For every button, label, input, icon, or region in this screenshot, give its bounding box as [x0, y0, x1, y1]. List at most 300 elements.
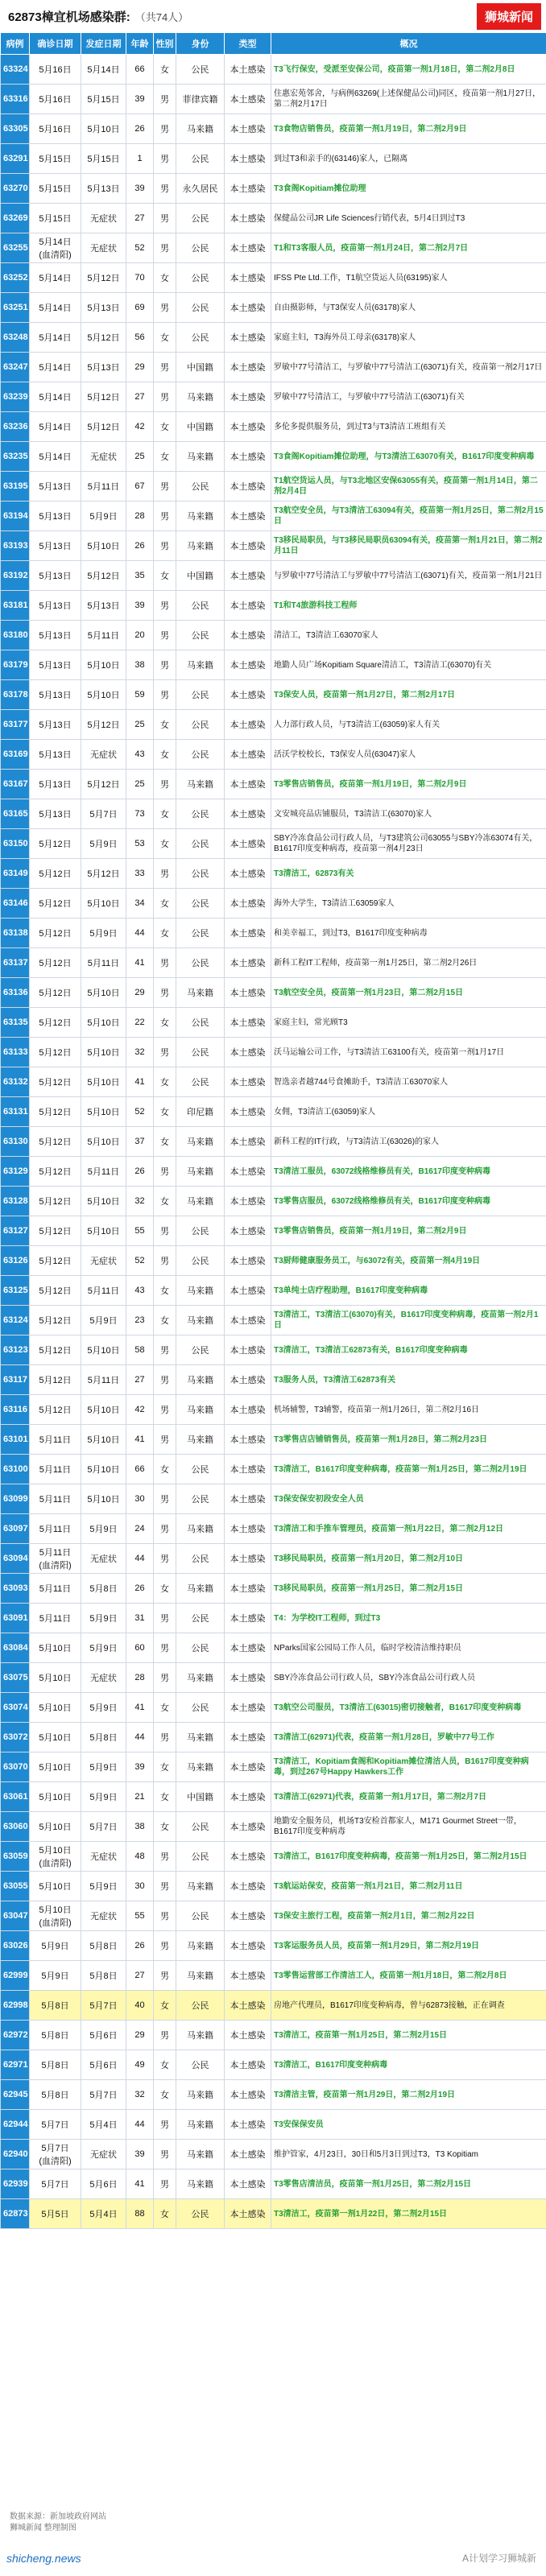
cell-type: 本土感染: [225, 1038, 271, 1067]
cell-confirm: 5月10日: [30, 1723, 81, 1752]
table-row: [1, 502, 546, 531]
cell-status: 马来籍: [176, 442, 225, 472]
cell-age: 27: [126, 204, 154, 233]
cell-confirm: 5月11日 (血清阳): [30, 1544, 81, 1574]
table-row: [1, 1693, 546, 1723]
cell-sex: 女: [154, 1812, 176, 1842]
cell-onset: 5月9日: [81, 1633, 126, 1663]
cell-type: 本土感染: [225, 1901, 271, 1931]
cell-confirm: 5月11日: [30, 1484, 81, 1514]
cell-type: 本土感染: [225, 829, 271, 859]
cell-note: T3服务人员，T3清洁工62873有关: [271, 1365, 546, 1395]
cell-sex: 男: [154, 1395, 176, 1425]
cell-confirm: 5月13日: [30, 770, 81, 799]
cell-note: 活沃学校校长，T3保安人员(63047)家人: [271, 740, 546, 770]
cell-confirm: 5月12日: [30, 1306, 81, 1335]
cell-sex: 女: [154, 1574, 176, 1604]
cell-age: 39: [126, 85, 154, 114]
cell-id: 63116: [1, 1395, 30, 1425]
cell-id: 63165: [1, 799, 30, 829]
cell-age: 25: [126, 770, 154, 799]
cell-note: SBY冷冻食品公司行政人员，SBY冷冻食品公司行政人员: [271, 1663, 546, 1693]
cell-sex: 男: [154, 531, 176, 561]
cell-age: 66: [126, 1455, 154, 1484]
column-header: 概况: [271, 33, 546, 55]
cell-age: 32: [126, 1038, 154, 1067]
cell-onset: 无症状: [81, 442, 126, 472]
cell-sex: 女: [154, 1455, 176, 1484]
cell-status: 公民: [176, 1604, 225, 1633]
column-header: 病例: [1, 33, 30, 55]
cell-status: 马来籍: [176, 1127, 225, 1157]
cell-status: 马来籍: [176, 2169, 225, 2199]
table-row: [1, 1097, 546, 1127]
cell-note: IFSS Pte Ltd.工作，T1航空货运人员(63195)家人: [271, 263, 546, 293]
table-row: [1, 204, 546, 233]
cell-status: 公民: [176, 621, 225, 650]
cell-status: 印尼籍: [176, 1097, 225, 1127]
cell-type: 本土感染: [225, 293, 271, 323]
cell-confirm: 5月7日: [30, 2110, 81, 2140]
cell-onset: 5月8日: [81, 1931, 126, 1961]
cell-confirm: 5月14日: [30, 442, 81, 472]
cell-status: 公民: [176, 948, 225, 978]
cell-sex: 男: [154, 1633, 176, 1663]
cell-note: T3食阁Kopitiam摊位助理，与T3清洁工63070有关，B1617印度变种病毒: [271, 442, 546, 472]
cell-id: 63074: [1, 1693, 30, 1723]
cell-sex: 男: [154, 1514, 176, 1544]
table-row: [1, 442, 546, 472]
watermark-right: A计划学习狮城新: [461, 2553, 536, 2564]
cell-id: 63123: [1, 1335, 30, 1365]
cell-age: 41: [126, 1693, 154, 1723]
cell-sex: 女: [154, 1097, 176, 1127]
cell-onset: 5月12日: [81, 323, 126, 353]
cell-type: 本土感染: [225, 2110, 271, 2140]
cell-confirm: 5月14日: [30, 263, 81, 293]
source-note: [10, 2512, 106, 2534]
cell-confirm: 5月10日: [30, 1663, 81, 1693]
cell-age: 38: [126, 650, 154, 680]
cell-status: 公民: [176, 1991, 225, 2021]
cell-id: 63181: [1, 591, 30, 621]
cell-onset: 5月10日: [81, 1008, 126, 1038]
cell-type: 本土感染: [225, 323, 271, 353]
cell-age: 59: [126, 680, 154, 710]
cell-id: 63097: [1, 1514, 30, 1544]
cell-onset: 无症状: [81, 233, 126, 263]
cell-onset: 5月6日: [81, 2169, 126, 2199]
cell-sex: 男: [154, 859, 176, 889]
cell-sex: 女: [154, 1693, 176, 1723]
cell-status: 马来籍: [176, 502, 225, 531]
cell-status: 公民: [176, 1812, 225, 1842]
cell-sex: 男: [154, 770, 176, 799]
cell-confirm: 5月10日: [30, 1872, 81, 1901]
cell-note: 机场辅警，T3辅警，疫苗第一剂1月26日，第二剂2月16日: [271, 1395, 546, 1425]
cell-confirm: 5月12日: [30, 1067, 81, 1097]
table-body: [1, 55, 546, 2229]
cell-status: 马来籍: [176, 1752, 225, 1782]
cell-type: 本土感染: [225, 1484, 271, 1514]
cell-note: T3清洁工，B1617印度变种病毒，疫苗第一剂1月25日，第二剂2月15日: [271, 1842, 546, 1872]
cell-confirm: 5月5日: [30, 2199, 81, 2229]
cell-sex: 男: [154, 1425, 176, 1455]
cell-onset: 5月11日: [81, 472, 126, 502]
cell-note: 罗敏中77号清洁工，与罗敏中77号清洁工(63071)有关，疫苗第一剂2月17日: [271, 353, 546, 382]
cell-status: 马来籍: [176, 1395, 225, 1425]
cell-onset: 5月10日: [81, 1425, 126, 1455]
cell-note: T1航空货运人员，与T3北地区安保63055有关，疫苗第一剂1月14日，第二剂2月4日: [271, 472, 546, 502]
cell-confirm: 5月12日: [30, 1187, 81, 1216]
cell-onset: 5月13日: [81, 353, 126, 382]
cell-type: 本土感染: [225, 233, 271, 263]
cell-note: 新科工程的IT行政，与T3清洁工(63026)的家人: [271, 1127, 546, 1157]
cell-note: T1和T3客服人员，疫苗第一剂1月24日，第二剂2月7日: [271, 233, 546, 263]
table-row: [1, 889, 546, 919]
cell-sex: 女: [154, 740, 176, 770]
table-row: [1, 1038, 546, 1067]
table-row: [1, 1187, 546, 1216]
table-row: [1, 859, 546, 889]
cell-age: 44: [126, 2110, 154, 2140]
cell-id: 62944: [1, 2110, 30, 2140]
cell-confirm: 5月14日 (血清阳): [30, 233, 81, 263]
cell-type: 本土感染: [225, 1544, 271, 1574]
table-row: [1, 1872, 546, 1901]
cell-sex: 男: [154, 1872, 176, 1901]
table-row: [1, 2199, 546, 2229]
table-row: [1, 1276, 546, 1306]
cell-status: 马来籍: [176, 2110, 225, 2140]
cell-id: 63070: [1, 1752, 30, 1782]
cell-id: 63248: [1, 323, 30, 353]
cell-sex: 男: [154, 948, 176, 978]
cell-age: 26: [126, 1574, 154, 1604]
cell-sex: 女: [154, 1187, 176, 1216]
cell-id: 63094: [1, 1544, 30, 1574]
cell-confirm: 5月14日: [30, 412, 81, 442]
cell-id: 63149: [1, 859, 30, 889]
cell-age: 26: [126, 531, 154, 561]
cell-type: 本土感染: [225, 978, 271, 1008]
table-row: [1, 1484, 546, 1514]
cell-note: T3食阁Kopitiam摊位助理: [271, 174, 546, 204]
cell-sex: 男: [154, 353, 176, 382]
cell-confirm: 5月7日: [30, 2169, 81, 2199]
cell-age: 56: [126, 323, 154, 353]
table-row: [1, 233, 546, 263]
cell-status: 公民: [176, 799, 225, 829]
cell-age: 29: [126, 978, 154, 1008]
cell-confirm: 5月12日: [30, 919, 81, 948]
cell-note: T3清洁工，B1617印度变种病毒，疫苗第一剂1月25日，第二剂2月19日: [271, 1455, 546, 1484]
cell-id: 62939: [1, 2169, 30, 2199]
cell-sex: 男: [154, 1901, 176, 1931]
table-row: [1, 1246, 546, 1276]
cell-sex: 男: [154, 1335, 176, 1365]
cell-id: 63126: [1, 1246, 30, 1276]
cell-note: T3清洁主管，疫苗第一剂1月29日，第二剂2月19日: [271, 2080, 546, 2110]
cell-id: 63132: [1, 1067, 30, 1097]
cell-note: T3厨师健康服务员工，与63072有关，疫苗第一剂4月19日: [271, 1246, 546, 1276]
cell-id: 63055: [1, 1872, 30, 1901]
cell-onset: 5月13日: [81, 174, 126, 204]
table-row: [1, 353, 546, 382]
cell-sex: 男: [154, 1246, 176, 1276]
cell-age: 88: [126, 2199, 154, 2229]
cell-id: 63093: [1, 1574, 30, 1604]
cell-id: 63127: [1, 1216, 30, 1246]
cell-sex: 男: [154, 1544, 176, 1574]
cell-status: 公民: [176, 1901, 225, 1931]
table-row: [1, 1306, 546, 1335]
cell-onset: 5月15日: [81, 144, 126, 174]
table-row: [1, 1127, 546, 1157]
cell-id: 63251: [1, 293, 30, 323]
cell-id: 62945: [1, 2080, 30, 2110]
cell-id: 63235: [1, 442, 30, 472]
cell-type: 本土感染: [225, 799, 271, 829]
cell-age: 52: [126, 1097, 154, 1127]
cell-note: T3客运服务员人员，疫苗第一剂1月29日，第二剂2月19日: [271, 1931, 546, 1961]
cell-confirm: 5月12日: [30, 1157, 81, 1187]
cell-type: 本土感染: [225, 1663, 271, 1693]
cell-status: 公民: [176, 859, 225, 889]
cell-confirm: 5月13日: [30, 799, 81, 829]
table-row: [1, 2140, 546, 2169]
cell-sex: 女: [154, 561, 176, 591]
cell-note: T1和T4旅游科技工程师: [271, 591, 546, 621]
cell-type: 本土感染: [225, 263, 271, 293]
cell-onset: 5月10日: [81, 1455, 126, 1484]
cell-age: 41: [126, 1425, 154, 1455]
cell-onset: 5月8日: [81, 1961, 126, 1991]
cell-note: T3清洁工，疫苗第一剂1月22日，第二剂2月15日: [271, 2199, 546, 2229]
cell-sex: 男: [154, 621, 176, 650]
cell-type: 本土感染: [225, 770, 271, 799]
table-row: [1, 1991, 546, 2021]
table-row: [1, 829, 546, 859]
cell-type: 本土感染: [225, 55, 271, 85]
cell-sex: 男: [154, 382, 176, 412]
cell-type: 本土感染: [225, 1723, 271, 1752]
cell-confirm: 5月12日: [30, 1097, 81, 1127]
cell-confirm: 5月12日: [30, 1127, 81, 1157]
cell-id: 63146: [1, 889, 30, 919]
cell-status: 公民: [176, 1842, 225, 1872]
cell-id: 63247: [1, 353, 30, 382]
cell-sex: 男: [154, 114, 176, 144]
cell-status: 公民: [176, 323, 225, 353]
table-row: [1, 1842, 546, 1872]
cell-age: 26: [126, 1157, 154, 1187]
cell-sex: 男: [154, 1604, 176, 1633]
cell-onset: 5月9日: [81, 919, 126, 948]
cell-onset: 无症状: [81, 204, 126, 233]
cell-onset: 5月10日: [81, 1187, 126, 1216]
cell-age: 26: [126, 114, 154, 144]
cell-sex: 女: [154, 829, 176, 859]
cell-confirm: 5月10日: [30, 1812, 81, 1842]
cell-note: T3清洁工，疫苗第一剂1月25日，第二剂2月15日: [271, 2021, 546, 2050]
cell-sex: 女: [154, 1276, 176, 1306]
cell-status: 马来籍: [176, 1365, 225, 1395]
cell-status: 马来籍: [176, 1306, 225, 1335]
cell-status: 马来籍: [176, 1931, 225, 1961]
cell-onset: 5月9日: [81, 1872, 126, 1901]
cell-sex: 女: [154, 412, 176, 442]
cell-age: 44: [126, 1544, 154, 1574]
cell-id: 63138: [1, 919, 30, 948]
cell-type: 本土感染: [225, 2169, 271, 2199]
footer: [0, 2504, 546, 2576]
cell-status: 马来籍: [176, 1872, 225, 1901]
cell-id: 63124: [1, 1306, 30, 1335]
cell-onset: 无症状: [81, 1246, 126, 1276]
table-row: [1, 55, 546, 85]
cell-onset: 5月9日: [81, 1693, 126, 1723]
cell-age: 24: [126, 1514, 154, 1544]
cell-sex: 女: [154, 442, 176, 472]
cell-type: 本土感染: [225, 144, 271, 174]
cell-note: 到过T3和亲手的(63146)家人，已隔离: [271, 144, 546, 174]
cell-confirm: 5月13日: [30, 710, 81, 740]
table-row: [1, 1752, 546, 1782]
cell-status: 马来籍: [176, 2021, 225, 2050]
cell-confirm: 5月9日: [30, 1961, 81, 1991]
cell-onset: 5月10日: [81, 1395, 126, 1425]
cell-confirm: 5月16日: [30, 55, 81, 85]
cell-sex: 男: [154, 591, 176, 621]
cell-type: 本土感染: [225, 1693, 271, 1723]
cell-note: T3保安保安初段安全人员: [271, 1484, 546, 1514]
cell-type: 本土感染: [225, 1276, 271, 1306]
cell-type: 本土感染: [225, 472, 271, 502]
cell-note: T3清洁工，62873有关: [271, 859, 546, 889]
cell-status: 马来籍: [176, 1514, 225, 1544]
cell-sex: 女: [154, 1008, 176, 1038]
cell-id: 62998: [1, 1991, 30, 2021]
cell-onset: 5月11日: [81, 1276, 126, 1306]
cell-onset: 5月14日: [81, 55, 126, 85]
cell-age: 39: [126, 1752, 154, 1782]
cell-type: 本土感染: [225, 1752, 271, 1782]
cell-onset: 5月9日: [81, 1604, 126, 1633]
cell-type: 本土感染: [225, 591, 271, 621]
table-row: [1, 1544, 546, 1574]
cell-age: 70: [126, 263, 154, 293]
cell-age: 43: [126, 740, 154, 770]
cell-id: 63180: [1, 621, 30, 650]
cell-sex: 男: [154, 1931, 176, 1961]
table-row: [1, 1931, 546, 1961]
cell-confirm: 5月12日: [30, 1335, 81, 1365]
cell-onset: 5月10日: [81, 1216, 126, 1246]
cell-type: 本土感染: [225, 2140, 271, 2169]
cell-id: 63291: [1, 144, 30, 174]
cell-status: 公民: [176, 2050, 225, 2080]
cell-note: 和美幸福工，到过T3，B1617印度变种病毒: [271, 919, 546, 948]
table-row: [1, 382, 546, 412]
table-row: [1, 2080, 546, 2110]
cell-onset: 5月4日: [81, 2110, 126, 2140]
cell-type: 本土感染: [225, 1961, 271, 1991]
cell-note: T3航空安全员，疫苗第一剂1月23日，第二剂2月15日: [271, 978, 546, 1008]
cell-type: 本土感染: [225, 204, 271, 233]
cell-id: 63091: [1, 1604, 30, 1633]
cell-note: T3清洁工服员，63072线格维修员有关，B1617印度变种病毒: [271, 1157, 546, 1187]
cell-status: 马来籍: [176, 1187, 225, 1216]
cell-note: 罗敏中77号清洁工，与罗敏中77号清洁工(63071)有关: [271, 382, 546, 412]
cell-sex: 女: [154, 323, 176, 353]
cell-note: T3保安主旅行工程，疫苗第一剂2月1日，第二剂2月22日: [271, 1901, 546, 1931]
cell-confirm: 5月13日: [30, 472, 81, 502]
cell-confirm: 5月14日: [30, 353, 81, 382]
cell-type: 本土感染: [225, 561, 271, 591]
cell-confirm: 5月10日: [30, 1752, 81, 1782]
cell-onset: 无症状: [81, 1663, 126, 1693]
cell-status: 菲律宾籍: [176, 85, 225, 114]
cell-note: 文安城亮品店铺服员，T3清洁工(63070)家人: [271, 799, 546, 829]
column-header: 性别: [154, 33, 176, 55]
cell-note: T3飞行保安，受派至安保公司，疫苗第一剂1月18日，第二剂2月8日: [271, 55, 546, 85]
cell-age: 53: [126, 829, 154, 859]
table-row: [1, 1604, 546, 1633]
cell-confirm: 5月15日: [30, 174, 81, 204]
cell-onset: 5月9日: [81, 829, 126, 859]
cell-onset: 5月12日: [81, 263, 126, 293]
cell-onset: 5月11日: [81, 621, 126, 650]
table-row: [1, 2110, 546, 2140]
cell-age: 55: [126, 1901, 154, 1931]
cell-age: 35: [126, 561, 154, 591]
cell-id: 63136: [1, 978, 30, 1008]
cell-status: 公民: [176, 55, 225, 85]
cell-status: 公民: [176, 144, 225, 174]
cell-status: 中国籍: [176, 561, 225, 591]
cell-id: 63125: [1, 1276, 30, 1306]
cell-confirm: 5月8日: [30, 2050, 81, 2080]
table-row: [1, 2021, 546, 2050]
cell-type: 本土感染: [225, 2050, 271, 2080]
column-header: 确诊日期: [30, 33, 81, 55]
cell-sex: 男: [154, 204, 176, 233]
cell-status: 公民: [176, 591, 225, 621]
cell-id: 63101: [1, 1425, 30, 1455]
table-row: [1, 799, 546, 829]
table-row: [1, 1574, 546, 1604]
cell-age: 25: [126, 442, 154, 472]
cell-type: 本土感染: [225, 1574, 271, 1604]
column-header: 身份: [176, 33, 225, 55]
cell-age: 27: [126, 1365, 154, 1395]
cell-onset: 5月9日: [81, 1752, 126, 1782]
table-row: [1, 919, 546, 948]
cell-status: 公民: [176, 1246, 225, 1276]
cell-sex: 女: [154, 2080, 176, 2110]
cell-onset: 无症状: [81, 1901, 126, 1931]
cell-confirm: 5月8日: [30, 1991, 81, 2021]
cell-note: T3零售店店铺销售员，疫苗第一剂1月28日，第二剂2月23日: [271, 1425, 546, 1455]
cell-sex: 男: [154, 1663, 176, 1693]
cell-age: 49: [126, 2050, 154, 2080]
cell-note: 自由摄影师，与T3保安人员(63178)家人: [271, 293, 546, 323]
cell-status: 公民: [176, 710, 225, 740]
cell-note: T3单纯士店疗程助理，B1617印度变种病毒: [271, 1276, 546, 1306]
table-row: [1, 174, 546, 204]
cell-sex: 男: [154, 1157, 176, 1187]
